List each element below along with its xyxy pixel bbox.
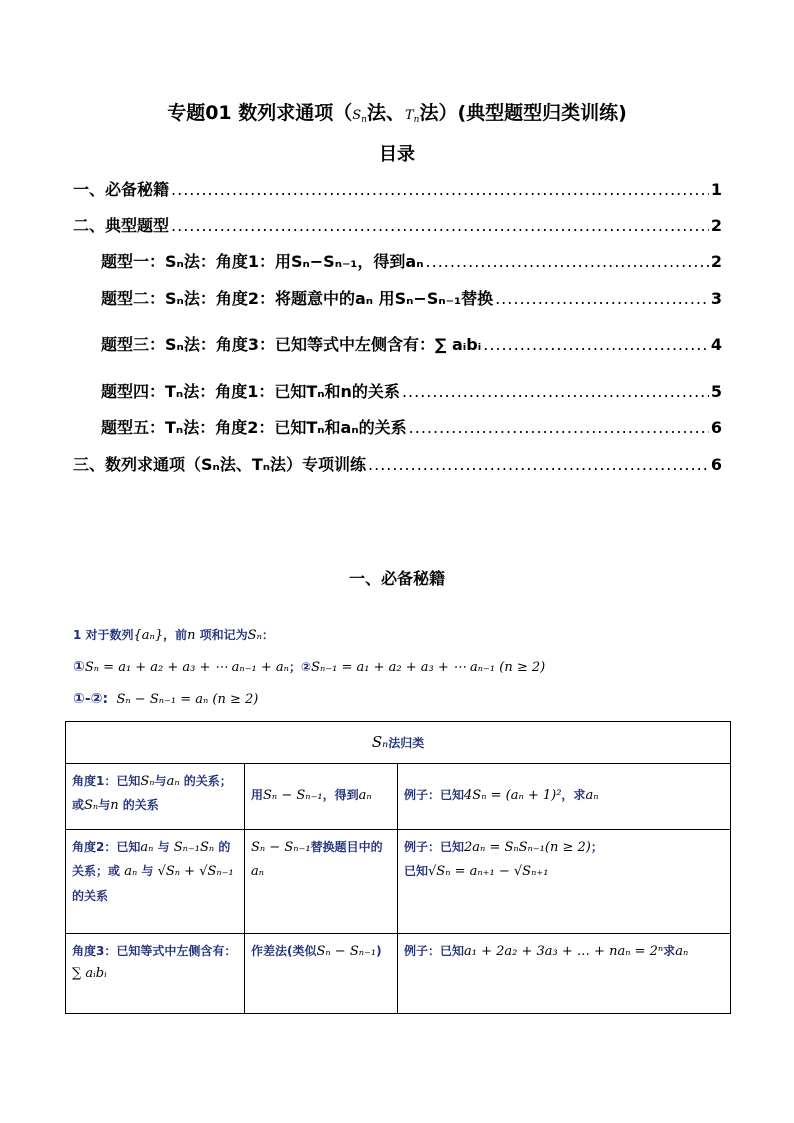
toc-item-3[interactable]: 题型一：Sₙ法：角度1：用Sₙ−Sₙ₋₁，得到aₙ ..... 2 bbox=[101, 249, 722, 272]
table-row bbox=[66, 763, 731, 829]
intro-line-3: ①-②: Sₙ − Sₙ₋₁ = aₙ (n ≥ 2) bbox=[73, 691, 259, 707]
title-t-symbol: $T_n$ bbox=[404, 108, 420, 125]
toc-item-4[interactable]: 题型二：Sₙ法：角度2：将题意中的aₙ 用Sₙ−Sₙ₋₁替换 ..... 3 bbox=[101, 286, 722, 309]
table-cell-angle-3: 角度3：已知等式中左侧含有：∑ aᵢbᵢ bbox=[66, 933, 245, 1013]
title-prefix: 专题01 数列求通项（ bbox=[167, 102, 353, 124]
table-cell-example-3: 例子：已知a₁ + 2a₂ + 3a₃ + … + naₙ = 2ⁿ求aₙ bbox=[398, 933, 731, 1013]
table-cell-angle-1: 角度1：已知Sₙ与aₙ 的关系；或Sₙ与n 的关系 bbox=[66, 763, 245, 829]
intro-line-1: 1 对于数列{aₙ}，前n 项和记为Sₙ： bbox=[73, 628, 274, 643]
table-cell-method-3: 作差法(类似Sₙ − Sₙ₋₁) bbox=[245, 933, 398, 1013]
table-row bbox=[66, 933, 731, 1013]
table-cell-method-2: Sₙ − Sₙ₋₁替换题目中的aₙ bbox=[245, 829, 398, 933]
table-cell-angle-2: 角度2：已知aₙ 与 Sₙ₋₁Sₙ 的关系；或 aₙ 与 √Sₙ + √Sₙ₋₁的关系 bbox=[66, 829, 245, 933]
table-cell-example-2: 例子：已知2aₙ = SₙSₙ₋₁(n ≥ 2)； 已知√Sₙ = aₙ₊₁ − √Sₙ₊₁ bbox=[398, 829, 731, 933]
toc-item-1[interactable]: 一、必备秘籍 ..... 1 bbox=[73, 177, 722, 200]
classification-table bbox=[65, 721, 731, 1014]
toc-item-8[interactable]: 三、数列求通项（Sₙ法、Tₙ法）专项训练 ..... 6 bbox=[73, 452, 722, 475]
intro-line-2: ①Sₙ = a₁ + a₂ + a₃ + ⋯ aₙ₋₁ + aₙ；②Sₙ₋₁ = a₁ + a₂ + a₃ + ⋯ aₙ₋₁ (n ≥ 2) bbox=[73, 659, 546, 675]
title-suffix: 法）(典型题型归类训练) bbox=[419, 102, 627, 124]
title-mid: 法、 bbox=[366, 102, 405, 124]
title-s-symbol: $S_n$ bbox=[352, 108, 367, 125]
table-cell-example-1: 例子：已知4Sₙ = (aₙ + 1)²，求aₙ bbox=[398, 763, 731, 829]
table-row bbox=[66, 829, 731, 933]
table-cell-method-1: 用Sₙ − Sₙ₋₁，得到aₙ bbox=[245, 763, 398, 829]
table-header: Sₙ法归类 bbox=[66, 722, 731, 764]
table-header-row bbox=[66, 722, 731, 764]
section-heading: 一、必备秘籍 bbox=[348, 569, 445, 588]
toc-item-6[interactable]: 题型四：Tₙ法：角度1：已知Tₙ和n的关系 ..... 5 bbox=[101, 379, 722, 402]
toc-item-5[interactable]: 题型三：Sₙ法：角度3：已知等式中左侧含有：∑ aᵢbᵢ ..... 4 bbox=[101, 332, 722, 355]
page-title bbox=[0, 98, 794, 125]
toc-item-2[interactable]: 二、典型题型 ..... 2 bbox=[73, 213, 722, 236]
toc-title: 目录 bbox=[379, 144, 415, 165]
toc-item-7[interactable]: 题型五：Tₙ法：角度2：已知Tₙ和aₙ的关系 ..... 6 bbox=[101, 415, 722, 438]
